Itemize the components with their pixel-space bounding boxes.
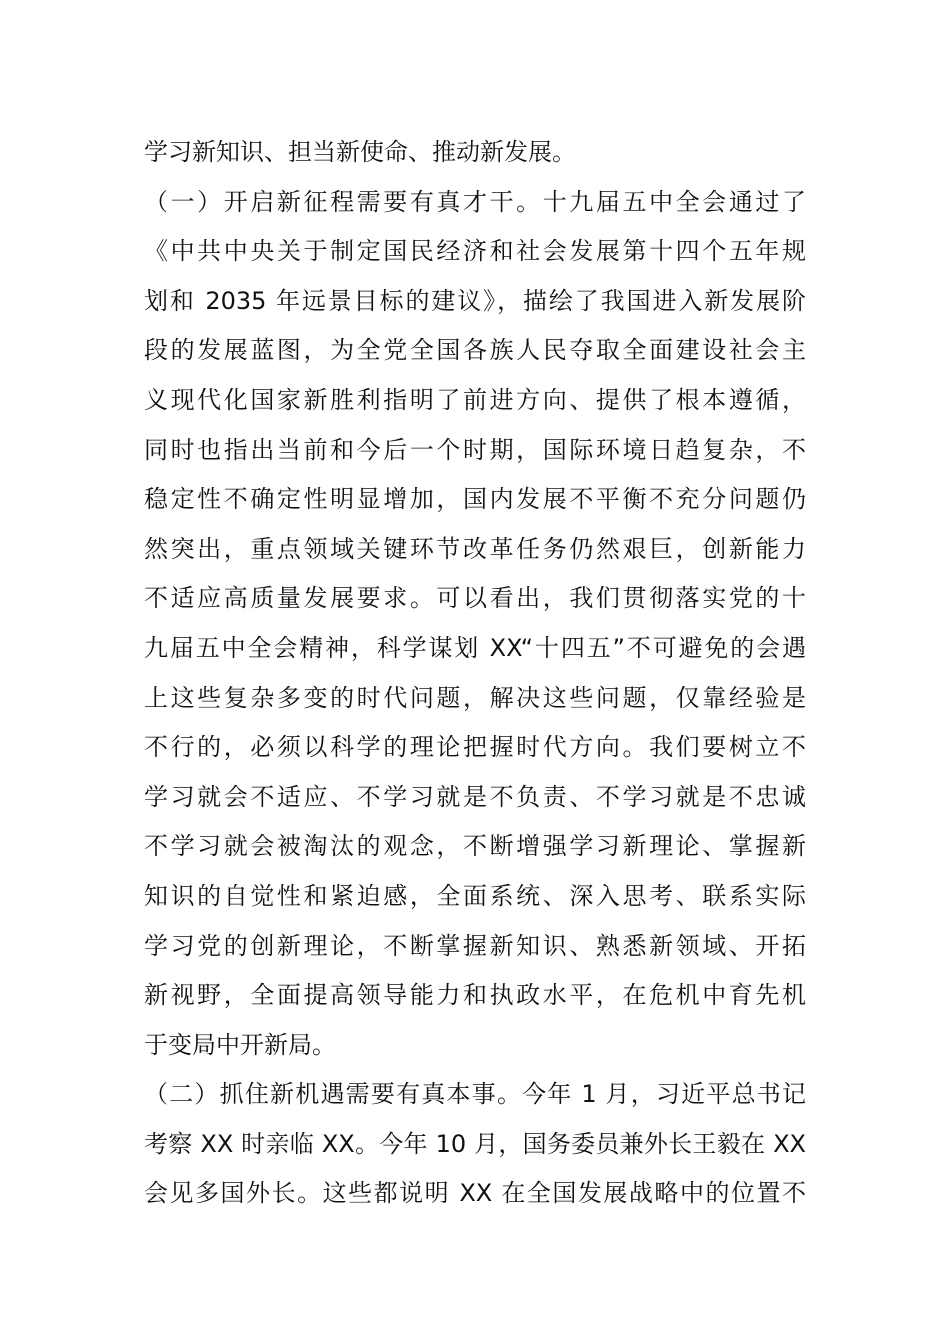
body-text [144, 128, 806, 1219]
text-line-21: 考察 XX 时亲临 XX。今年 10 月，国务委员兼外长王毅在 XX [144, 1129, 806, 1158]
text-line-3: 《中共中央关于制定国民经济和社会发展第十四个五年规 [144, 237, 806, 266]
text-line-22: 会见多国外长。这些都说明 XX 在全国发展战略中的位置不 [144, 1179, 806, 1208]
text-line-14: 学习就会不适应、不学习就是不负责、不学习就是不忠诚 [144, 782, 806, 811]
text-line-19: 于变局中开新局。 [144, 1030, 336, 1059]
text-line-15: 不学习就会被淘汰的观念，不断增强学习新理论、掌握新 [144, 832, 806, 861]
text-line-13: 不行的，必须以科学的理论把握时代方向。我们要树立不 [144, 733, 806, 762]
text-line-1: 学习新知识、担当新使命、推动新发展。 [144, 138, 576, 166]
text-line-11: 九届五中全会精神，科学谋划 XX“十四五”不可避免的会遇 [144, 633, 806, 662]
text-line-16: 知识的自觉性和紧迫感，全面系统、深入思考、联系实际 [144, 881, 806, 910]
text-line-12: 上这些复杂多变的时代问题，解决这些问题，仅靠经验是 [144, 683, 806, 712]
text-line-18: 新视野，全面提高领导能力和执政水平，在危机中育先机 [144, 981, 806, 1010]
text-line-2: （一）开启新征程需要有真才干。十九届五中全会通过了 [144, 187, 806, 216]
text-line-10: 不适应高质量发展要求。可以看出，我们贯彻落实党的十 [144, 584, 806, 613]
text-line-8: 稳定性不确定性明显增加，国内发展不平衡不充分问题仍 [144, 485, 806, 514]
text-line-9: 然突出，重点领域关键环节改革任务仍然艰巨，创新能力 [144, 534, 806, 563]
text-line-17: 学习党的创新理论，不断掌握新知识、熟悉新领域、开拓 [144, 931, 806, 960]
text-line-7: 同时也指出当前和今后一个时期，国际环境日趋复杂，不 [144, 435, 806, 464]
text-line-20: （二）抓住新机遇需要有真本事。今年 1 月，习近平总书记 [144, 1080, 806, 1109]
text-line-5: 段的发展蓝图，为全党全国各族人民夺取全面建设社会主 [144, 336, 806, 365]
text-line-4: 划和 2035 年远景目标的建议》，描绘了我国进入新发展阶 [144, 286, 806, 315]
text-line-6: 义现代化国家新胜利指明了前进方向、提供了根本遵循， [144, 385, 806, 414]
